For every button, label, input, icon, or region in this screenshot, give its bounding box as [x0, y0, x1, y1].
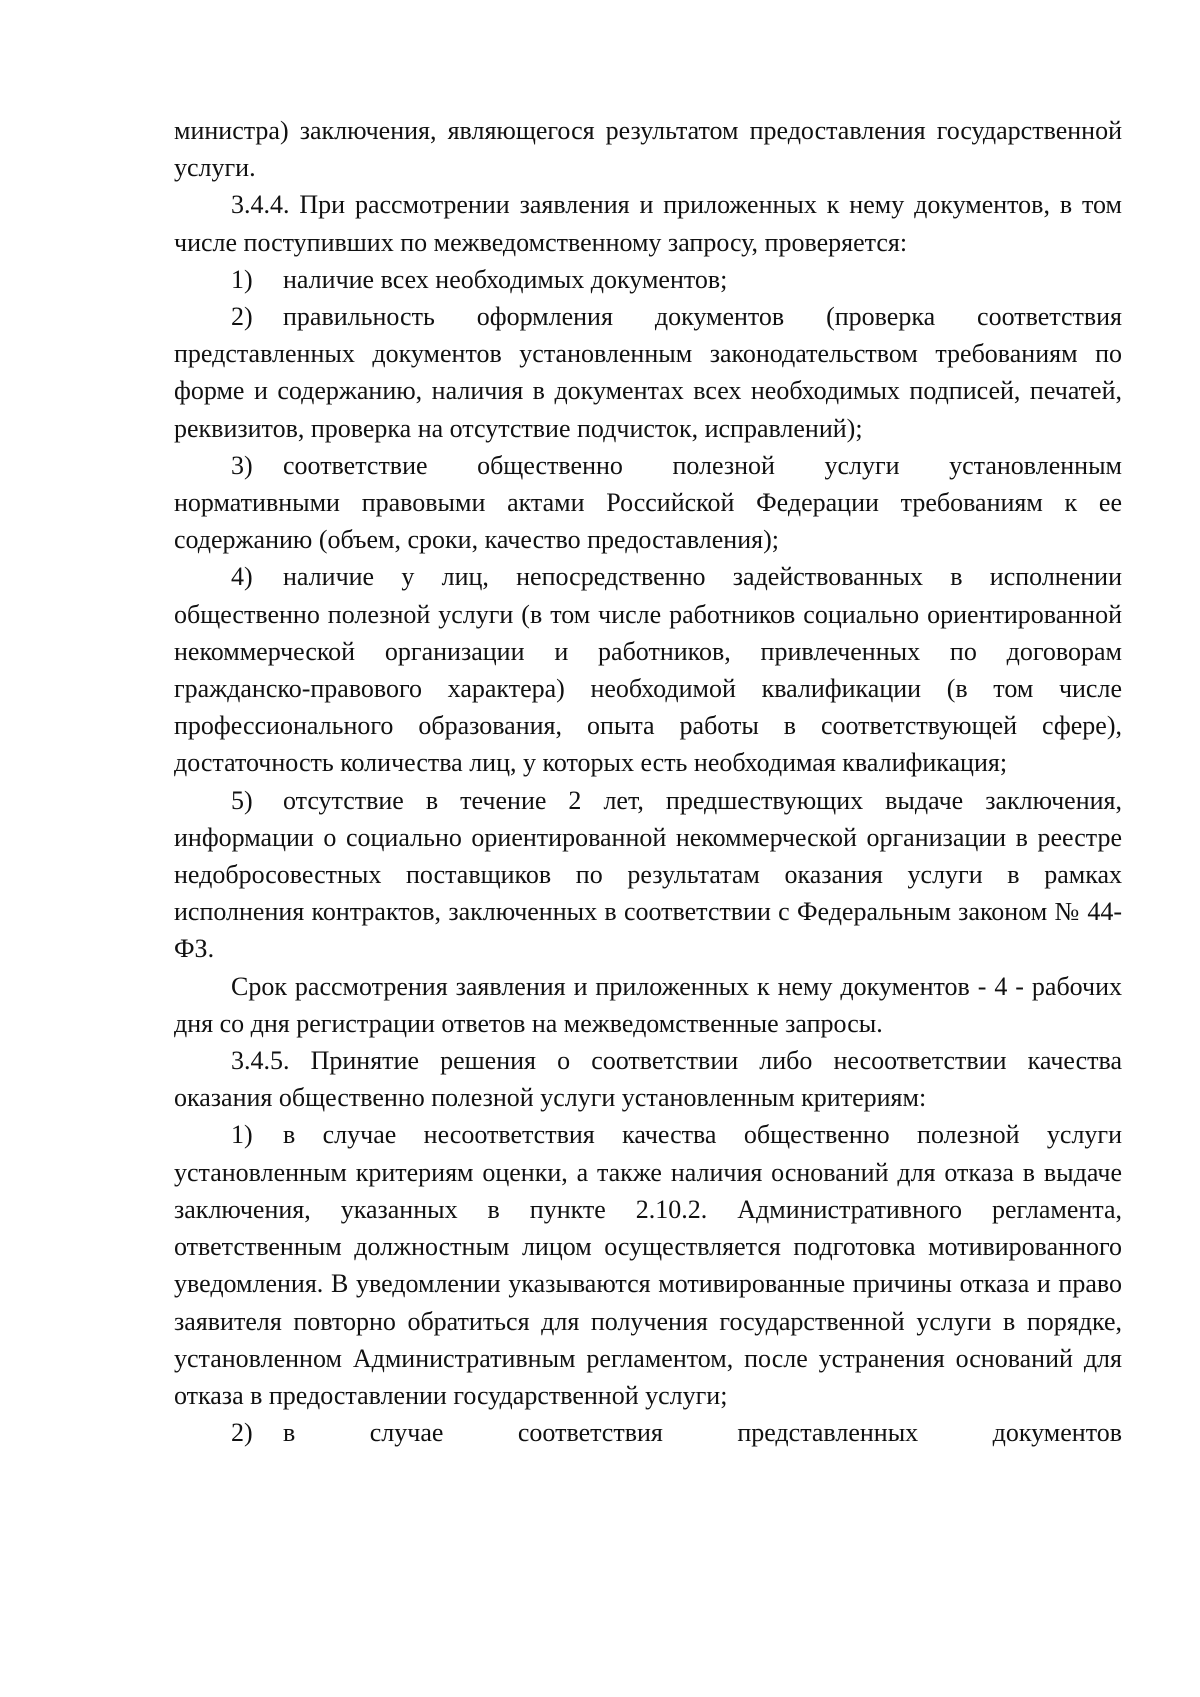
list-number: 1)	[231, 1120, 253, 1150]
paragraph-3-4-5	[174, 1042, 1122, 1116]
list-item-text: правильность оформления документов (проверка соответствия представленных документов установленным законодательством требованиям по форме и содержанию, наличия в документах всех необходимых подписей, печатей, реквизитов, проверка на отсутствие подчисток, исправлений);	[174, 302, 1122, 443]
list-item-text: соответствие общественно полезной услуги установленным нормативными правовыми актами Российской Федерации требованиям к ее содержанию (объем, сроки, качество предоставления);	[174, 450, 1122, 555]
list-item-2	[174, 298, 1122, 447]
paragraph-continuation	[174, 112, 1122, 186]
list-item-1	[174, 261, 1122, 298]
paragraph-text: 3.4.5. Принятие решения о соответствии либо несоответствии качества оказания общественно полезной услуги установленным критериям:	[174, 1046, 1122, 1113]
list-item-text: отсутствие в течение 2 лет, предшествующих выдаче заключения, информации о социально ориентированной некоммерческой организации в реестре недобросовестных поставщиков по результатам оказания услуги в рамках исполнения контрактов, заключенных в соответствии с Федеральным законом № 44-ФЗ.	[174, 785, 1122, 964]
list-item-5	[174, 782, 1122, 968]
paragraph-text: 3.4.4. При рассмотрении заявления и приложенных к нему документов, в том числе поступивших по межведомственному запросу, проверяется:	[174, 190, 1122, 257]
document-page	[174, 112, 1122, 1451]
list-item-1-b	[174, 1116, 1122, 1414]
list-item-text: в случае соответствия представленных документов	[283, 1418, 1122, 1448]
paragraph-text: министра) заключения, являющегося результатом предоставления государственной услуги.	[174, 116, 1122, 183]
list-item-text: наличие всех необходимых документов;	[283, 264, 728, 294]
paragraph-3-4-4	[174, 186, 1122, 260]
paragraph-review-term	[174, 968, 1122, 1042]
list-item-4	[174, 558, 1122, 781]
list-number: 4)	[231, 562, 253, 592]
list-number: 5)	[231, 785, 253, 815]
list-number: 1)	[231, 264, 253, 294]
paragraph-text: Срок рассмотрения заявления и приложенных к нему документов - 4 - рабочих дня со дня регистрации ответов на межведомственные запросы.	[174, 971, 1122, 1038]
list-item-text: в случае несоответствия качества общественно полезной услуги установленным критериям оценки, а также наличия оснований для отказа в выдаче заключения, указанных в пункте 2.10.2. Административного регламента, ответственным должностным лицом осуществляется подготовка мотивированного уведомления. В уведомлении указываются мотивированные причины отказа и право заявителя повторно обратиться для получения государственной услуги в порядке, установленном Административным регламентом, после устранения оснований для отказа в предоставлении государственной услуги;	[174, 1120, 1122, 1410]
list-number: 2)	[231, 302, 253, 332]
list-item-text: наличие у лиц, непосредственно задействованных в исполнении общественно полезной услуги (в том числе работников социально ориентированной некоммерческой организации и работников, привлеченных по договорам гражданско-правового характера) необходимой квалификации (в том числе профессионального образования, опыта работы в соответствующей сфере), достаточность количества лиц, у которых есть необходимая квалификация;	[174, 562, 1122, 778]
list-number: 2)	[231, 1418, 253, 1448]
list-item-2-b	[174, 1414, 1122, 1451]
list-number: 3)	[231, 450, 253, 480]
list-item-3	[174, 447, 1122, 559]
